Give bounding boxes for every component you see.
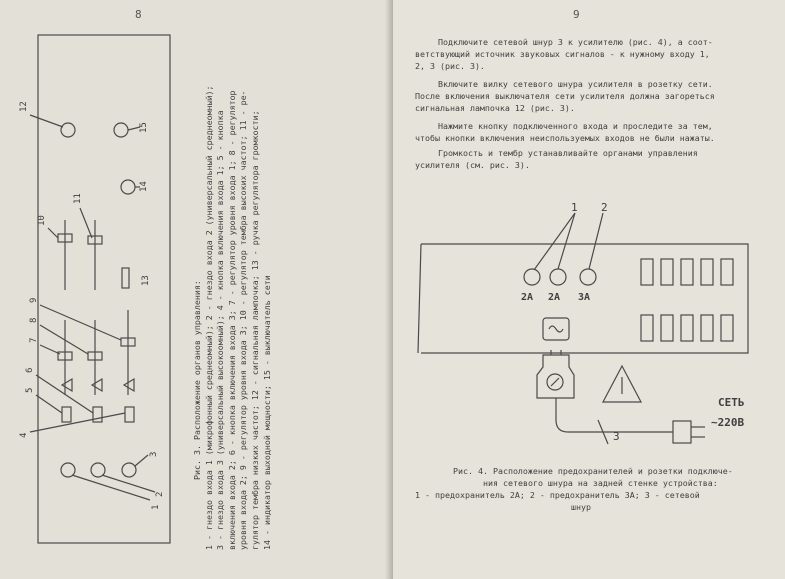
input-1-button-4 (62, 407, 71, 422)
leader-12 (30, 115, 63, 127)
leader-fig4-1b (558, 213, 575, 269)
vent-slots-top (641, 259, 733, 285)
caption-line: гулятор тембра низких частот; 12 - сигнальная лампочка; 13 - ручка регулятора громкости; (249, 110, 260, 550)
figure-3-caption (192, 45, 273, 550)
caption-line: включения входа 2; 6 - кнопка включения входа 3; 7 - регулятор уровня входа 1; 8 - регулятор (226, 90, 237, 550)
callout-14: 14 (139, 181, 149, 192)
body-line: сигнальная лампочка 12 (рис. 3). (415, 103, 575, 113)
fuse-3a (580, 269, 596, 285)
callout-9: 9 (29, 297, 39, 303)
callout-3: 3 (149, 451, 159, 457)
voltage-label: ~220В (711, 416, 745, 429)
leader-7 (40, 345, 60, 354)
fuse-label-2: 2А (548, 292, 561, 303)
leader-fig4-1a (534, 213, 575, 270)
triangle-mark-2 (92, 379, 102, 391)
mains-plug (537, 355, 574, 398)
triangle-mark-1 (62, 379, 72, 391)
callout-10: 10 (37, 215, 47, 226)
right-page (393, 0, 785, 579)
fig4-callout-2: 2 (601, 201, 608, 214)
fig4-caption-line: 1 - предохранитель 2А; 2 - предохранитель 3А; 3 - сетевой (415, 490, 700, 500)
body-line: Подключите сетевой шнур 3 к усилителю (рис. 4), а соот- (438, 37, 713, 47)
leader-11 (80, 208, 92, 238)
fuse-label-3: 3А (578, 292, 591, 303)
body-line: ветствующий источник звуковых сигналов - к нужному входу 1, (415, 49, 710, 59)
callout-6: 6 (25, 367, 35, 373)
power-switch-15 (114, 123, 128, 137)
callout-5: 5 (25, 387, 35, 393)
input-2-button-5 (93, 407, 102, 422)
body-line: Нажмите кнопку подключенного входа и проследите за тем, (438, 121, 713, 131)
body-line: Громкость и тембр устанавливайте органами управления (438, 148, 698, 158)
callout-8: 8 (29, 317, 39, 323)
wall-plug-body (673, 421, 691, 443)
body-line: Включите вилку сетевого шнура усилителя в розетку сети. (438, 79, 713, 89)
mains-label: СЕТЬ (718, 396, 745, 409)
body-line: 2, 3 (рис. 3). (415, 61, 485, 71)
leader-fig4-2 (589, 213, 603, 269)
caption-title: Рис. 3. Расположение органов управления: (192, 280, 202, 480)
fig4-callout-1: 1 (571, 201, 578, 214)
body-line: усилителя (см. рис. 3). (415, 160, 530, 170)
signal-lamp-12 (61, 123, 75, 137)
input-3-button-6 (125, 407, 134, 422)
callout-12: 12 (19, 101, 29, 112)
body-line: чтобы кнопки включения неиспользуемых входов не были нажаты. (415, 133, 715, 143)
callout-13: 13 (141, 275, 151, 286)
triangle-mark-3 (124, 379, 134, 391)
callout-11: 11 (73, 193, 83, 204)
caption-line: 1 - гнездо входа 1 (микрофонный среднеомный); 2 - гнездо входа 2 (универсальный среднеомный); (203, 85, 214, 550)
callout-15: 15 (139, 122, 149, 133)
callout-7: 7 (29, 337, 39, 343)
fig4-caption-line: ния сетевого шнура на задней стенке устройства: (483, 478, 718, 488)
callout-2: 2 (155, 491, 165, 497)
body-line: После включения выключателя сети усилителя должна загореться (415, 91, 715, 101)
leader-1 (72, 475, 150, 500)
leader-6 (36, 395, 62, 413)
rear-panel-edge (418, 244, 421, 353)
callout-1: 1 (151, 504, 161, 510)
leader-3 (135, 455, 148, 466)
fuse-2a-2 (550, 269, 566, 285)
caption-line: 3 - гнездо входа 3 (универсальный высокоомный); 4 - кнопка включения входа 1; 5 - кнопка (215, 110, 226, 550)
callout-4: 4 (19, 432, 29, 438)
page-number-right: 9 (573, 8, 580, 21)
volume-knob-13 (122, 268, 129, 288)
plug-cap-slash (551, 378, 559, 386)
leader-9 (40, 305, 121, 340)
fuse-2a-1 (524, 269, 540, 285)
power-indicator-14 (121, 180, 135, 194)
fuse-label-1: 2А (521, 292, 534, 303)
input-jack-3 (122, 463, 136, 477)
caption-line: уровня входа 2; 9 - регулятор уровня входа 3; 10 - регулятор тембра высоких частот; 11 - ре- (238, 90, 249, 550)
caption-line: 14 - индикатор выходной мощности; 15 - выключатель сети (261, 275, 272, 550)
leader-10 (48, 228, 58, 238)
page-number-left: 8 (135, 8, 142, 21)
fig4-callout-3: 3 (613, 430, 620, 443)
leader-4 (30, 413, 125, 432)
socket-symbol (549, 326, 563, 332)
leader-8 (40, 325, 88, 354)
fig4-caption-line: шнур (571, 502, 591, 512)
mains-cord (556, 398, 673, 432)
fig4-caption-line: Рис. 4. Расположение предохранителей и розетки подключе- (453, 466, 733, 476)
vent-slots-bottom (641, 315, 733, 341)
